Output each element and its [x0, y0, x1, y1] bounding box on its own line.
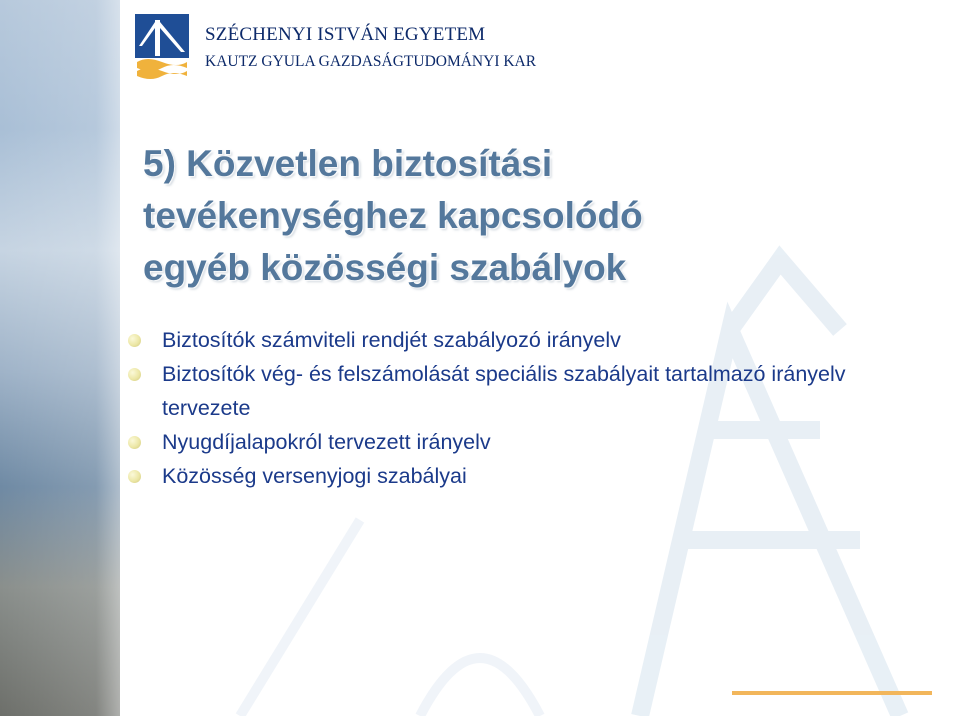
slide-title	[143, 138, 923, 294]
accent-line	[732, 691, 932, 695]
bullet-list	[128, 323, 928, 493]
left-photo-strip	[0, 0, 120, 716]
title-line: egyéb közösségi szabályok	[143, 247, 627, 288]
title-line: 5) Közvetlen biztosítási	[143, 143, 553, 184]
bullet-text: Nyugdíjalapokról tervezett irányelv	[162, 430, 491, 454]
bullet-text: Közösség versenyjogi szabályai	[162, 464, 467, 488]
bullet-dot-icon	[128, 368, 141, 381]
faculty-name: KAUTZ GYULA GAZDASÁGTUDOMÁNYI KAR	[205, 53, 537, 70]
bullet-dot-icon	[128, 436, 141, 449]
university-name: SZÉCHENYI ISTVÁN EGYETEM	[205, 24, 486, 45]
bullet-text: Biztosítók számviteli rendjét szabályozó irányelv	[162, 328, 621, 352]
university-logo	[133, 12, 191, 84]
list-item	[128, 323, 928, 357]
bullet-text: Biztosítók vég- és felszámolását speciális szabályait tartalmazó irányelv tervezete	[162, 362, 846, 420]
list-item	[128, 425, 928, 459]
list-item	[128, 357, 928, 425]
list-item	[128, 459, 928, 493]
bullet-dot-icon	[128, 334, 141, 347]
bullet-dot-icon	[128, 470, 141, 483]
title-line: tevékenységhez kapcsolódó	[143, 195, 643, 236]
